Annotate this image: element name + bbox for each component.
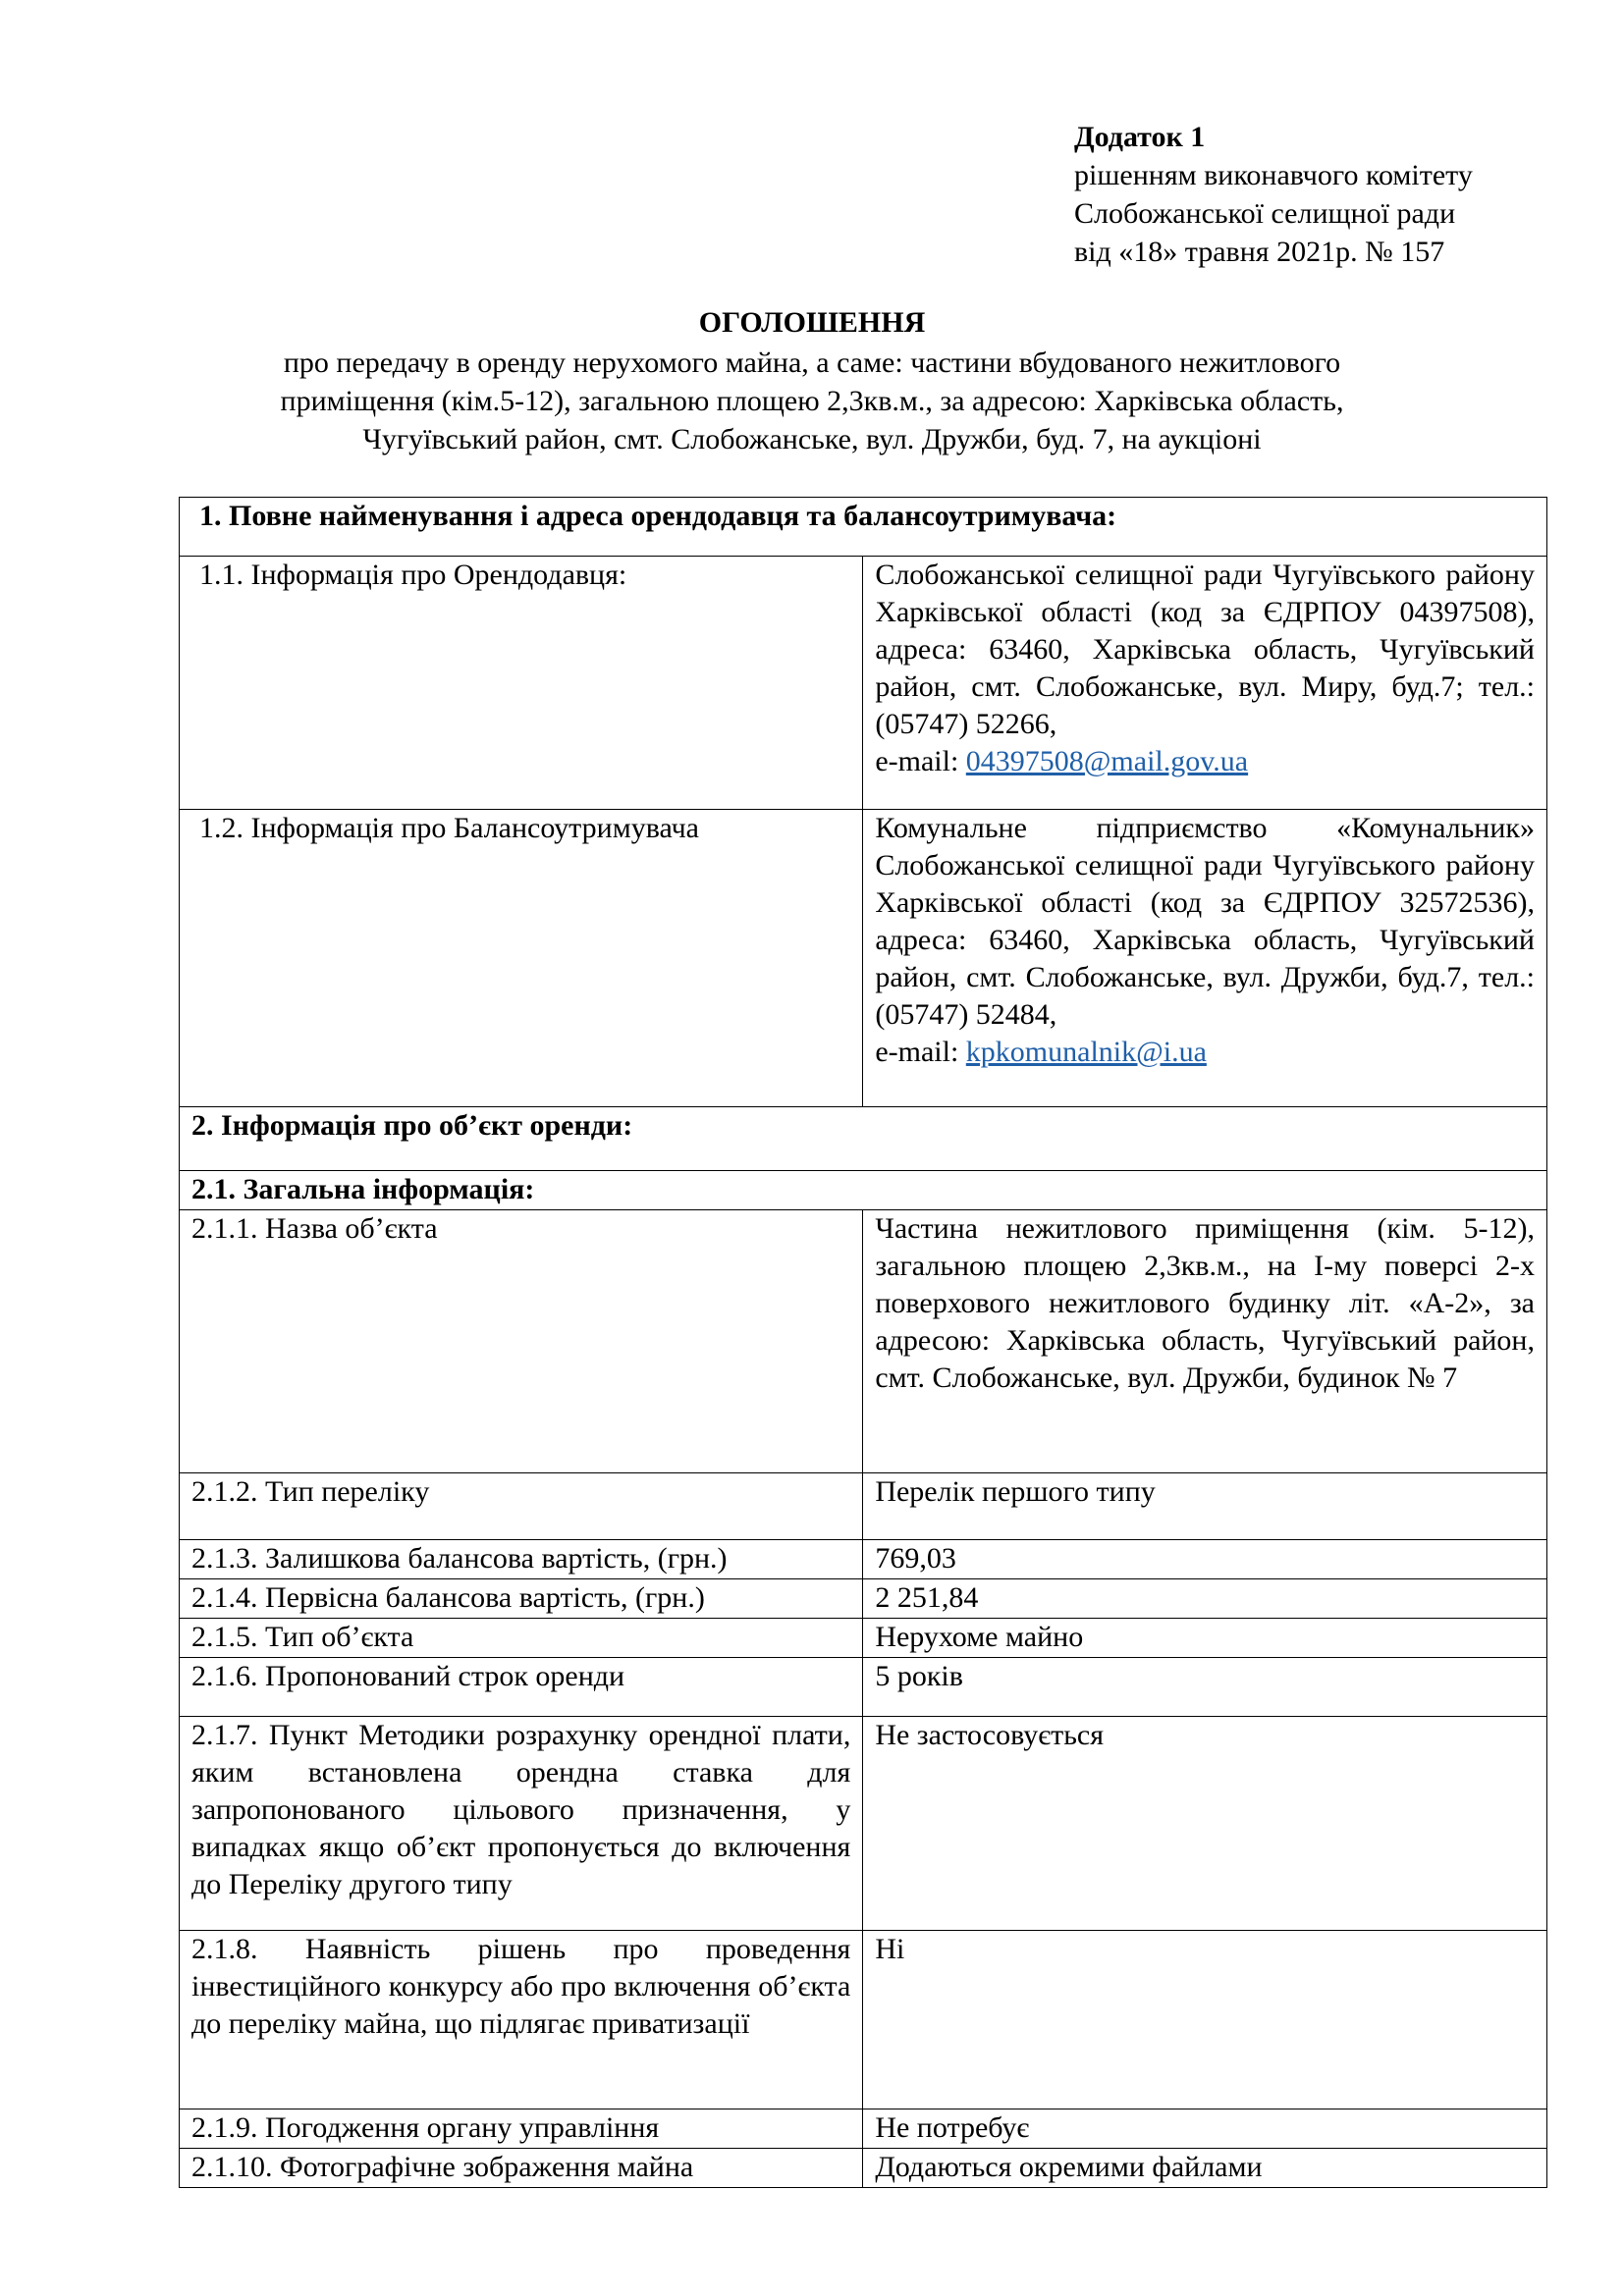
table-row (180, 2109, 1547, 2149)
initial-value-value: 2 251,84 (863, 1579, 1547, 1619)
document-subtitle (196, 344, 1428, 458)
landlord-label: 1.1. Інформація про Орендодавця: (180, 557, 863, 810)
table-row (180, 1171, 1547, 1210)
annex-line-3: від «18» травня 2021р. № 157 (1074, 236, 1445, 268)
annex-line-2: Слобожанської селищної ради (1074, 197, 1456, 230)
approval-label: 2.1.9. Погодження органу управління (180, 2109, 863, 2149)
landlord-email-link[interactable]: 04397508@mail.gov.ua (965, 745, 1249, 777)
subtitle-line-3: Чугуївський район, смт. Слобожанське, вул. Дружби, буд. 7, на аукціоні (362, 423, 1262, 455)
table-row (180, 1931, 1547, 2109)
table-row (180, 1717, 1547, 1931)
subtitle-line-2: приміщення (кім.5-12), загальною площею 2,3кв.м., за адресою: Харківська область, (280, 385, 1344, 417)
document-title: ОГОЛОШЕННЯ (698, 306, 926, 339)
section-2-title: 2. Інформація про об’єкт оренди: (180, 1107, 1547, 1171)
balance-holder-details: Комунальне підприємство «Комунальник» Слобожанської селищної ради Чугуївського району Харківської області (код за ЄДРПОУ 32572536), адреса: 63460, Харківська область, Чугуївський район, смт. Слобожанське, вул. Дружби, буд.7, тел.: (05747) 52484, (875, 812, 1535, 1031)
landlord-email-prefix: e-mail: (875, 745, 966, 777)
table-row (180, 498, 1547, 557)
table-row (180, 1473, 1547, 1540)
table-row (180, 2149, 1547, 2188)
table-row (180, 1210, 1547, 1473)
announcement-table (179, 497, 1547, 2188)
landlord-value (863, 557, 1547, 810)
table-row (180, 1658, 1547, 1717)
list-type-value: Перелік першого типу (863, 1473, 1547, 1540)
section-1-title: 1. Повне найменування і адреса орендодавця та балансоутримувача: (180, 498, 1547, 557)
object-name-label: 2.1.1. Назва об’єкта (180, 1210, 863, 1473)
balance-holder-email-prefix: e-mail: (875, 1036, 966, 1068)
lease-term-label: 2.1.6. Пропонований строк оренди (180, 1658, 863, 1717)
table-row (180, 1107, 1547, 1171)
table-row (180, 1619, 1547, 1658)
object-name-value: Частина нежитлового приміщення (кім. 5-12), загальною площею 2,3кв.м., на І-му поверсі 2-х поверхового нежитлового будинку літ. «А-2», за адресою: Харківська область, Чугуївський район, смт. Слобожанське, вул. Дружби, будинок № 7 (863, 1210, 1547, 1473)
photo-value: Додаються окремими файлами (863, 2149, 1547, 2188)
lease-term-value: 5 років (863, 1658, 1547, 1717)
investment-decision-label: 2.1.8. Наявність рішень про проведення інвестиційного конкурсу або про включення об’єкта до переліку майна, що підлягає приватизації (180, 1931, 863, 2109)
section-2-1-title: 2.1. Загальна інформація: (180, 1171, 1547, 1210)
balance-holder-label: 1.2. Інформація про Балансоутримувача (180, 810, 863, 1107)
table-row (180, 810, 1547, 1107)
subtitle-line-1: про передачу в оренду нерухомого майна, а саме: частини вбудованого нежитлового (283, 347, 1341, 379)
landlord-details: Слобожанської селищної ради Чугуївського району Харківської області (код за ЄДРПОУ 04397508), адреса: 63460, Харківська область, Чугуївський район, смт. Слобожанське, вул. Миру, буд.7; тел.: (05747) 52266, (875, 559, 1535, 740)
investment-decision-value: Ні (863, 1931, 1547, 2109)
table-row (180, 557, 1547, 810)
photo-label: 2.1.10. Фотографічне зображення майна (180, 2149, 863, 2188)
initial-value-label: 2.1.4. Первісна балансова вартість, (грн.) (180, 1579, 863, 1619)
balance-holder-value (863, 810, 1547, 1107)
annex-title: Додаток 1 (1074, 121, 1206, 153)
balance-holder-email-link[interactable]: kpkomunalnik@i.ua (965, 1036, 1207, 1068)
annex-line-1: рішенням виконавчого комітету (1074, 159, 1473, 191)
approval-value: Не потребує (863, 2109, 1547, 2149)
object-type-value: Нерухоме майно (863, 1619, 1547, 1658)
annex-block (1074, 118, 1585, 271)
methodology-value: Не застосовується (863, 1717, 1547, 1931)
object-type-label: 2.1.5. Тип об’єкта (180, 1619, 863, 1658)
methodology-label: 2.1.7. Пункт Методики розрахунку орендної плати, яким встановлена орендна ставка для запропонованого цільового призначення, у випадках якщо об’єкт пропонується до включення до Переліку другого типу (180, 1717, 863, 1931)
residual-value-value: 769,03 (863, 1540, 1547, 1579)
table-row (180, 1579, 1547, 1619)
table-row (180, 1540, 1547, 1579)
list-type-label: 2.1.2. Тип переліку (180, 1473, 863, 1540)
residual-value-label: 2.1.3. Залишкова балансова вартість, (грн.) (180, 1540, 863, 1579)
